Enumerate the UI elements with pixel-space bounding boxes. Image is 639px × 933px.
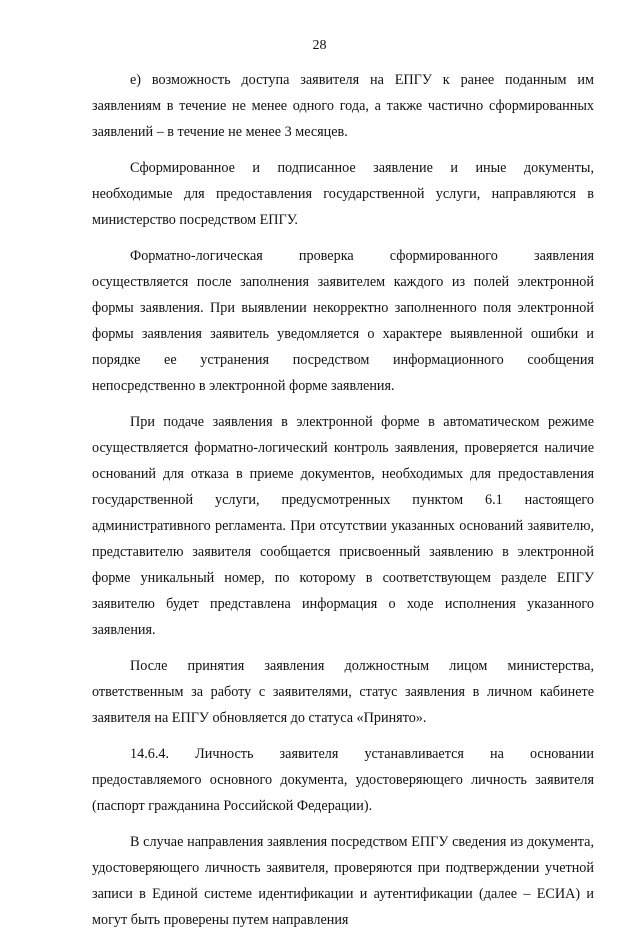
- paragraph-auto-control: При подаче заявления в электронной форме в автоматическом режиме осуществляется форматно-логический контроль заявления, проверяется наличие оснований для отказа в приеме документов, необходимых для предоставления государственной услуги, предусмотренных пунктом 6.1 настоящего административного регламента. При отсутствии указанных оснований заявителю, представителю заявителя сообщается присвоенный заявлению в электронной форме уникальный номер, по которому в соответствующем разделе ЕПГУ заявителю будет представлена информация о ходе исполнения указанного заявления.: [92, 414, 594, 638]
- paragraph-submission: Сформированное и подписанное заявление и иные документы, необходимые для предоставления государственной услуги, направляются в министерство посредством ЕПГУ.: [92, 160, 594, 228]
- document-body: [92, 67, 594, 933]
- paragraph-identity: 14.6.4. Личность заявителя устанавливается на основании предоставляемого основного документа, удостоверяющего личность заявителя (паспорт гражданина Российской Федерации).: [92, 746, 594, 814]
- paragraph-format-check: Форматно-логическая проверка сформированного заявления осуществляется после заполнения заявителем каждого из полей электронной формы заявления. При выявлении некорректно заполненного поля электронной формы заявления заявитель уведомляется о характере выявленной ошибки и порядке ее устранения посредством информационного сообщения непосредственно в электронной форме заявления.: [92, 248, 594, 394]
- page-number: 28: [312, 38, 327, 53]
- paragraph-access-period: е) возможность доступа заявителя на ЕПГУ к ранее поданным им заявлениям в течение не менее одного года, а также частично сформированных заявлений – в течение не менее 3 месяцев.: [92, 72, 594, 140]
- paragraph-status-update: После принятия заявления должностным лицом министерства, ответственным за работу с заявителями, статус заявления в личном кабинете заявителя на ЕПГУ обновляется до статуса «Принято».: [92, 658, 594, 726]
- paragraph-esia: В случае направления заявления посредством ЕПГУ сведения из документа, удостоверяющего личность заявителя, проверяются при подтверждении учетной записи в Единой системе идентификации и аутентификации (далее – ЕСИА) и могут быть проверены путем направления: [92, 834, 594, 928]
